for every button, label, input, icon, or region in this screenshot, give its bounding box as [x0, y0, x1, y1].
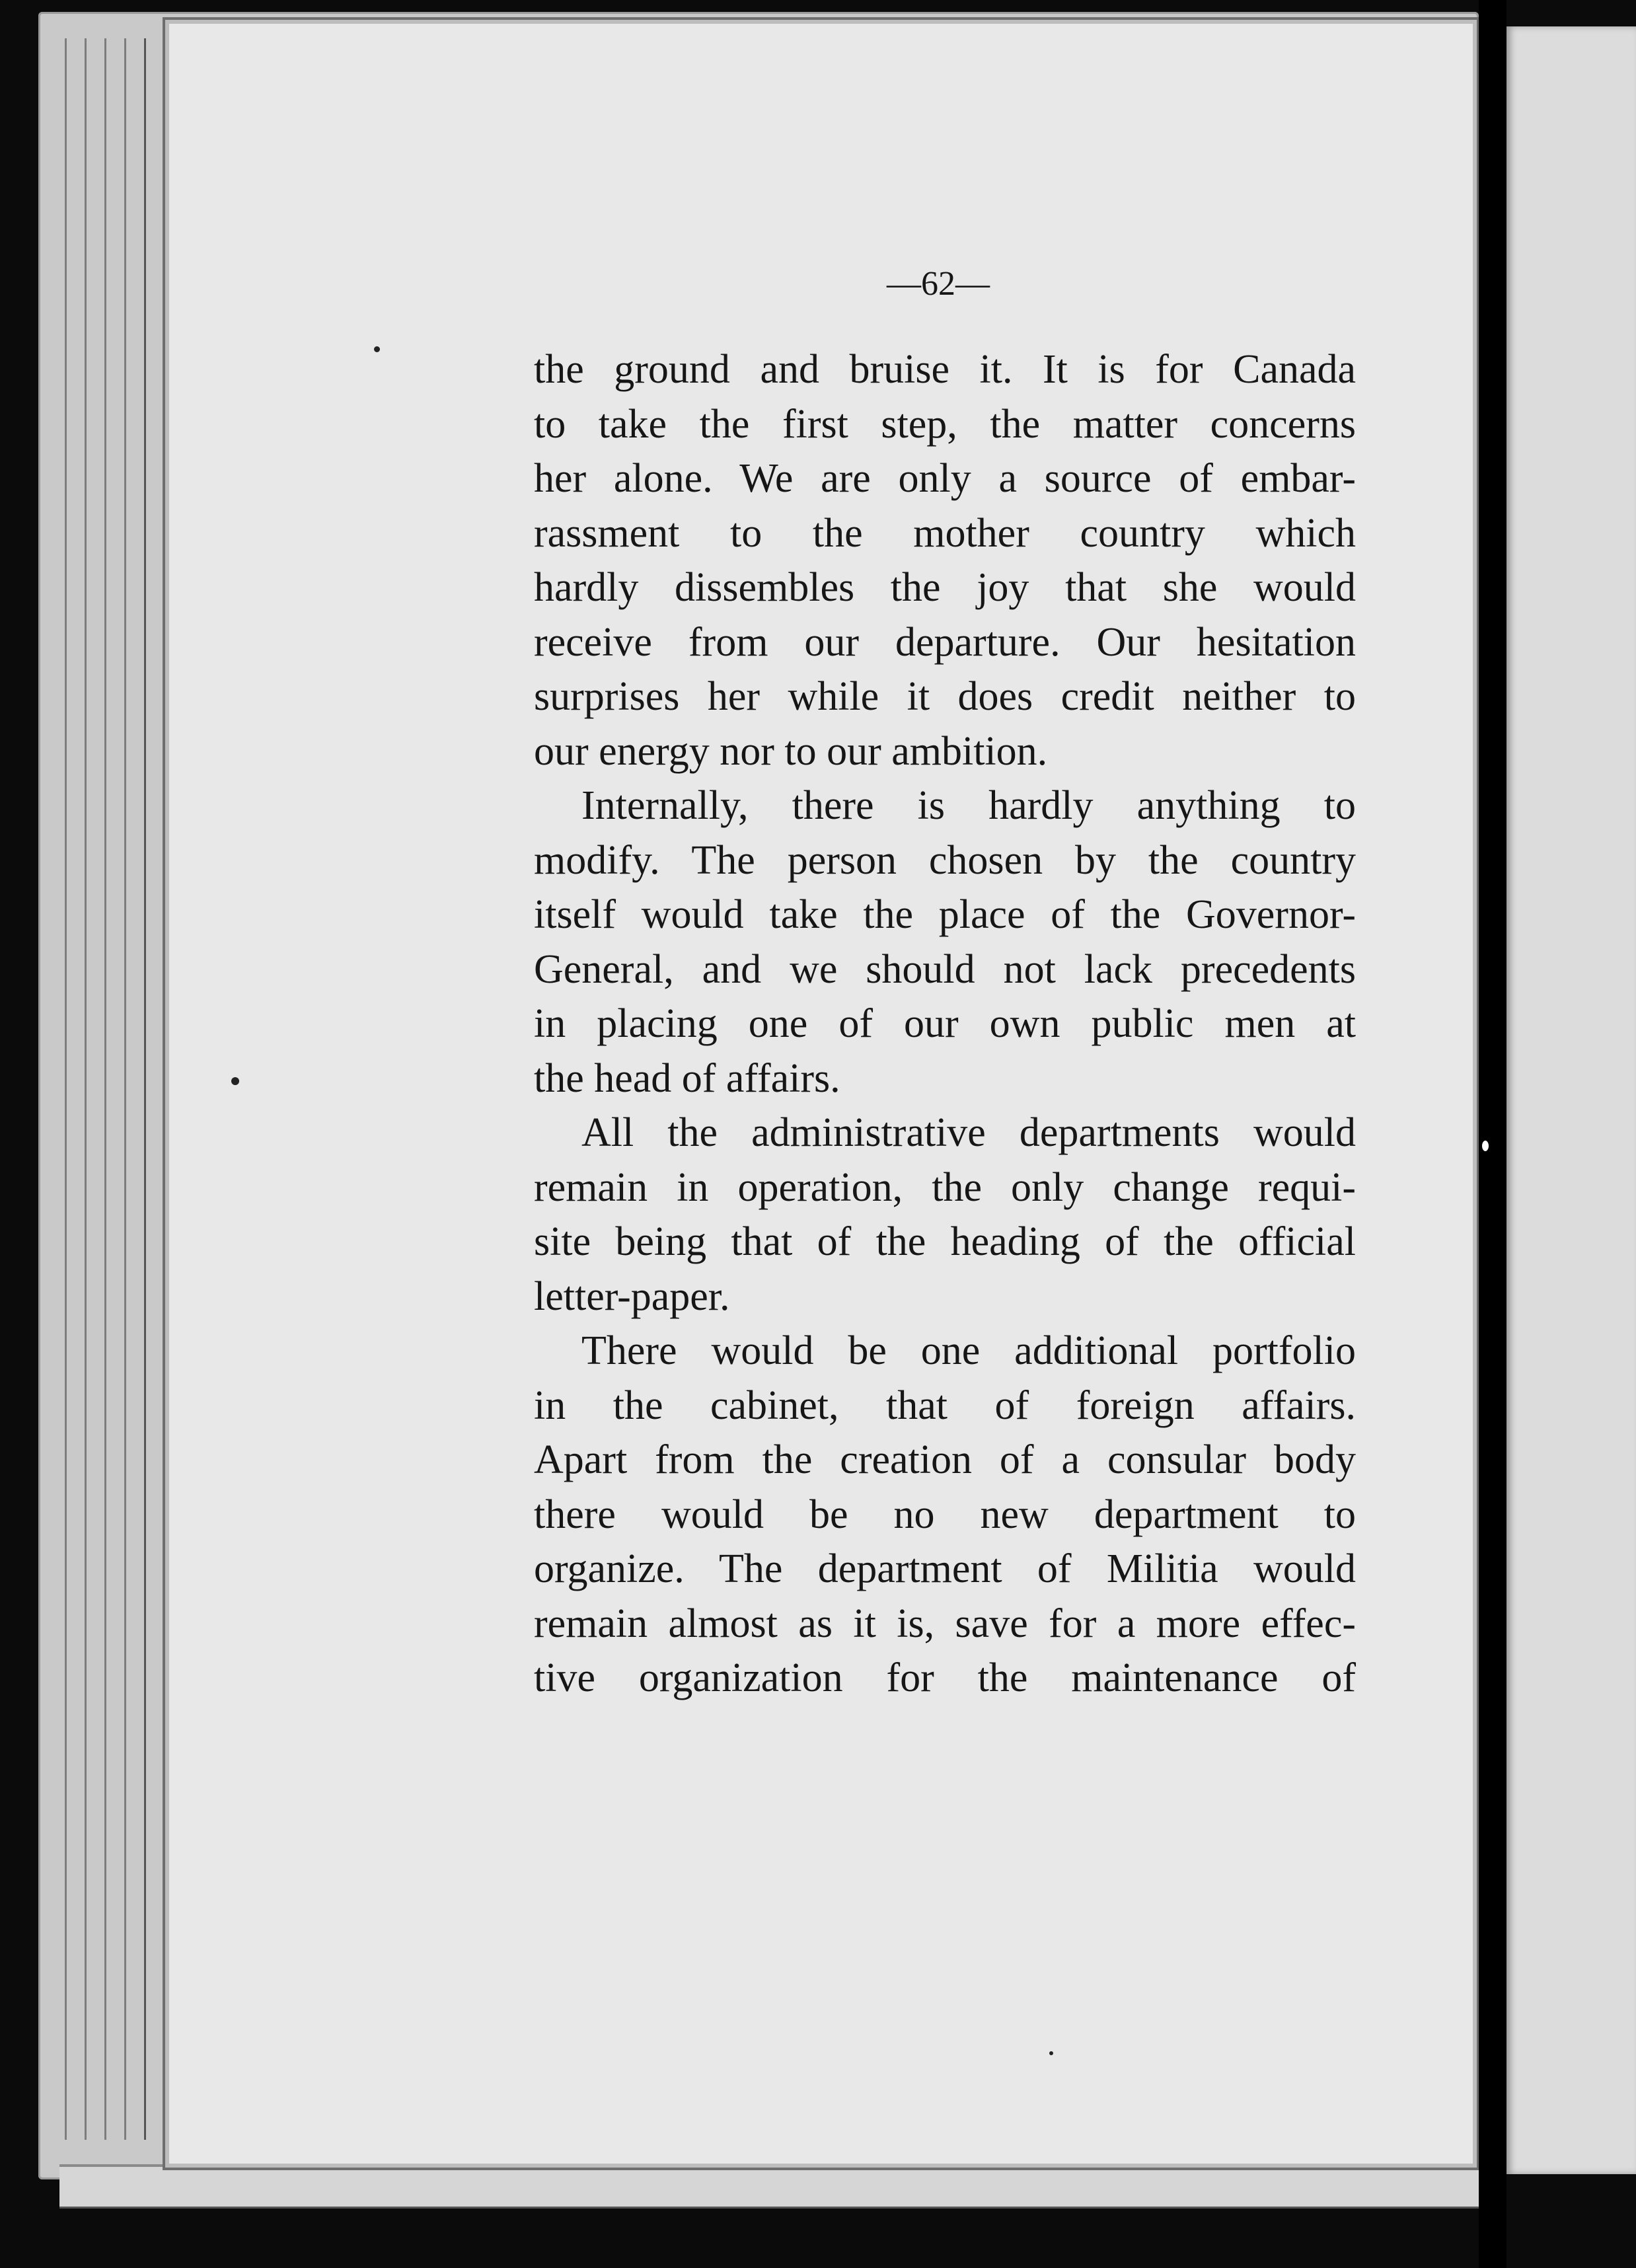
scan-speck [1482, 1141, 1489, 1151]
page-edge [124, 38, 126, 2140]
text-line: the ground and bruise it. It is for Canada [534, 347, 1356, 392]
text-line: our energy nor to our ambition. [534, 728, 1048, 774]
text-line: itself would take the place of the Governor- [534, 892, 1356, 937]
text-line: remain in operation, the only change requi- [534, 1164, 1356, 1210]
scan-speck [1049, 2051, 1053, 2055]
text-line: site being that of the heading of the official [534, 1219, 1356, 1264]
text-line: in placing one of our own public men at [534, 1001, 1356, 1046]
page-edge [104, 38, 106, 2140]
text-line: Internally, there is hardly anything to [581, 783, 1356, 828]
page-edge [85, 38, 87, 2140]
text-line: in the cabinet, that of foreign affairs. [534, 1382, 1356, 1428]
text-line: the head of affairs. [534, 1055, 840, 1101]
text-line: All the administrative departments would [581, 1110, 1356, 1155]
book-bottom-edge [59, 2164, 1479, 2209]
page-edge [65, 38, 67, 2140]
text-line: tive organization for the maintenance of [534, 1655, 1356, 1700]
text-line: letter-paper. [534, 1273, 730, 1319]
page-number: —62— [887, 265, 990, 303]
scan-speck [374, 346, 380, 352]
text-line: Apart from the creation of a consular body [534, 1437, 1356, 1482]
book-gutter [1479, 0, 1506, 2268]
text-line: receive from our departure. Our hesitation [534, 619, 1356, 665]
text-line: rassment to the mother country which [534, 510, 1356, 556]
text-line: modify. The person chosen by the country [534, 837, 1356, 883]
body-text [534, 342, 1356, 1706]
text-line: surprises her while it does credit neither to [534, 674, 1356, 719]
text-line: hardly dissembles the joy that she would [534, 565, 1356, 610]
facing-page-edge [1506, 26, 1636, 2174]
page-edge [144, 38, 146, 2140]
text-line: organize. The department of Militia would [534, 1546, 1356, 1591]
text-line: there would be no new department to [534, 1492, 1356, 1537]
text-line: her alone. We are only a source of embar- [534, 456, 1356, 501]
text-line: There would be one additional portfolio [581, 1328, 1356, 1373]
text-line: General, and we should not lack precedents [534, 946, 1356, 992]
text-line: to take the first step, the matter concerns [534, 401, 1356, 447]
scan-speck [231, 1077, 239, 1085]
text-line: remain almost as it is, save for a more effec- [534, 1601, 1356, 1646]
